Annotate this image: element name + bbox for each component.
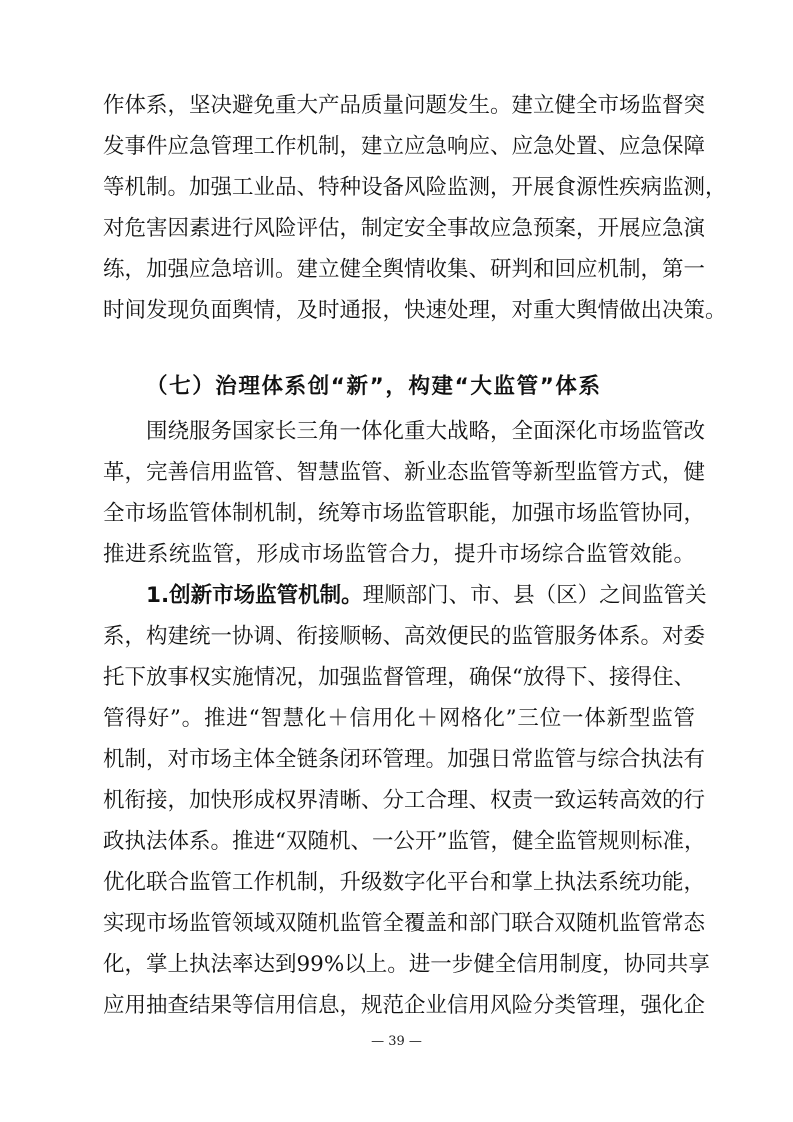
- body-text-line: 革，完善信用监管、智慧监管、新业态监管等新型监管方式，健: [103, 460, 706, 485]
- body-text-line: 政执法体系。推进“双随机、一公开”监管，健全监管规则标准，: [103, 829, 706, 854]
- body-text-line: 机制，对市场主体全链条闭环管理。加强日常监管与综合执法有: [103, 747, 706, 772]
- body-text-line: 围绕服务国家长三角一体化重大战略，全面深化市场监管改: [146, 419, 706, 444]
- body-text-line: 练，加强应急培训。建立健全舆情收集、研判和回应机制，第一: [103, 257, 706, 282]
- item-1-first-line-rest: 理顺部门、市、县（区）之间监管关: [362, 583, 707, 608]
- page-number: — 39 —: [371, 1034, 422, 1049]
- body-text-line: 优化联合监管工作机制，升级数字化平台和掌上执法系统功能，: [103, 870, 706, 895]
- body-text-line: 推进系统监管，形成市场监管合力，提升市场综合监管效能。: [103, 542, 695, 567]
- item-1-first-line: [146, 577, 707, 615]
- body-text-line: 全市场监管体制机制，统筹市场监管职能，加强市场监管协同，: [103, 501, 706, 526]
- body-text-line: 对危害因素进行风险评估，制定安全事故应急预案，开展应急演: [103, 216, 706, 241]
- body-text-line: 机衔接，加快形成权界清晰、分工合理、权责一致运转高效的行: [103, 788, 706, 813]
- body-text-line: 管得好”。推进“智慧化＋信用化＋网格化”三位一体新型监管: [103, 706, 695, 731]
- body-text-line: 系，构建统一协调、衔接顺畅、高效便民的监管服务体系。对委: [103, 624, 706, 649]
- body-text-line: 作体系，坚决避免重大产品质量问题发生。建立健全市场监督突: [103, 93, 706, 118]
- body-text-line: 托下放事权实施情况，加强监督管理，确保“放得下、接得住、: [103, 665, 695, 690]
- body-text-line: 发事件应急管理工作机制，建立应急响应、应急处置、应急保障: [103, 134, 706, 159]
- item-1-lead: 1.创新市场监管机制。: [146, 583, 363, 608]
- body-text-line: 等机制。加强工业品、特种设备风险监测，开展食源性疾病监测，: [103, 175, 727, 200]
- body-text-line: 化，掌上执法率达到99%以上。进一步健全信用制度，协同共享: [103, 952, 710, 977]
- body-text-line: 时间发现负面舆情，及时通报，快速处理，对重大舆情做出决策。: [103, 298, 727, 323]
- body-text-line: 实现市场监管领域双随机监管全覆盖和部门联合双随机监管常态: [103, 911, 706, 936]
- body-text-line: 应用抽查结果等信用信息，规范企业信用风险分类管理，强化企: [103, 993, 706, 1018]
- section-heading: （七）治理体系创“新”，构建“大监管”体系: [146, 374, 602, 399]
